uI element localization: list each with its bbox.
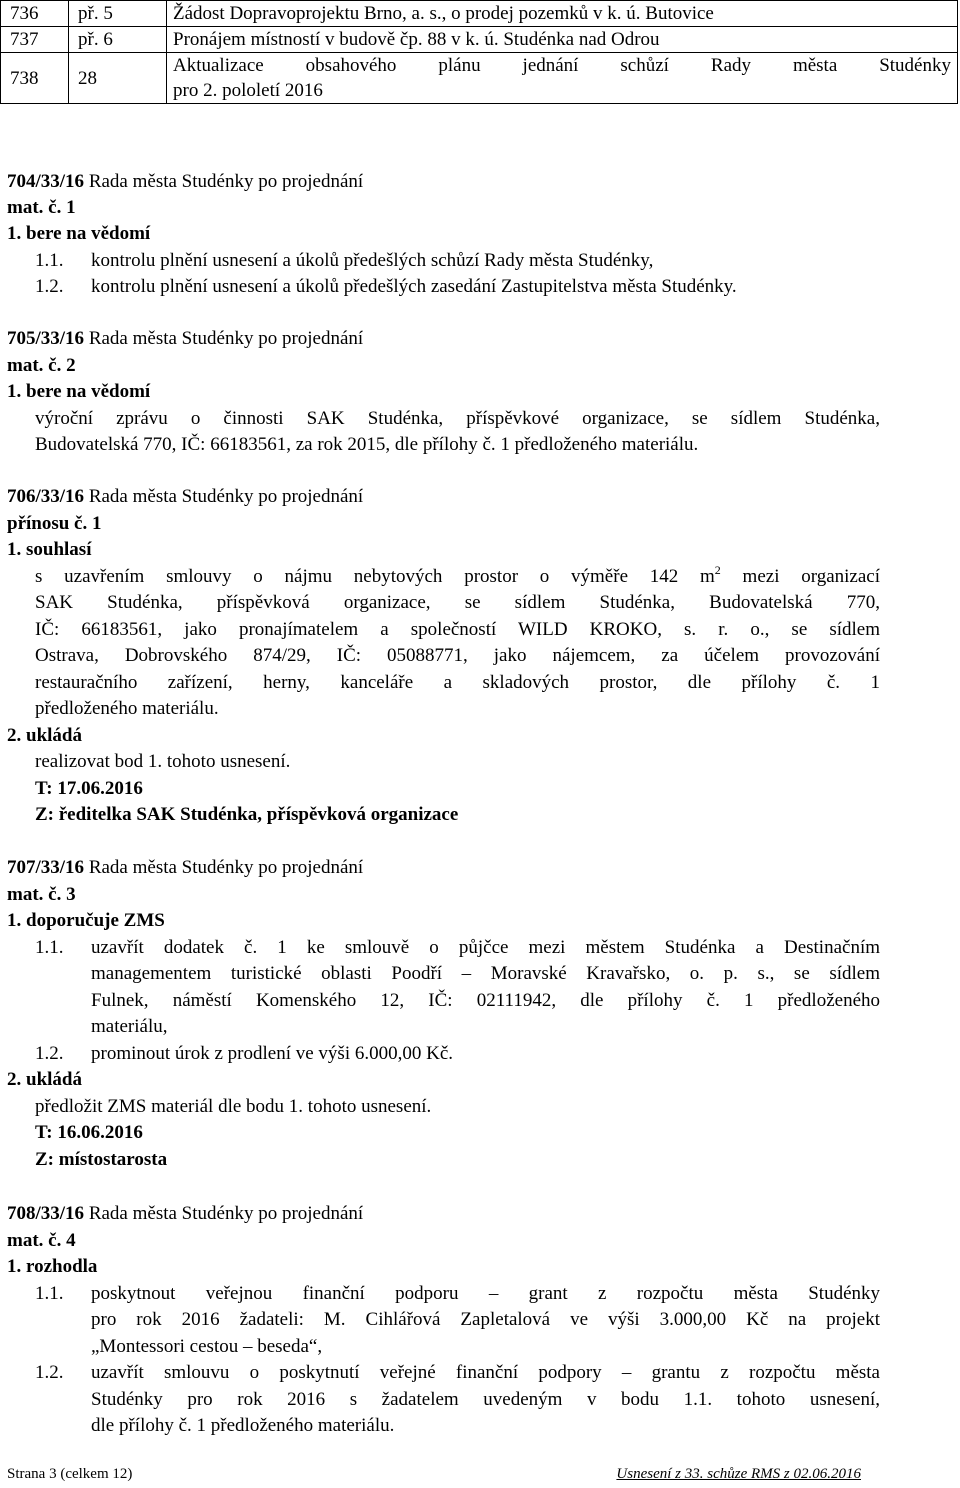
table-row (1, 53, 958, 104)
item-text: Studénky pro rok 2016 s žadatelem uvedeným v bodu 1.1. tohoto usnesení, (91, 1389, 880, 1410)
resolution-heading-705 (7, 327, 363, 351)
point-heading: 2. ukládá (7, 725, 82, 746)
paragraph-line: Budovatelská 770, IČ: 66183561, za rok 2015, dle přílohy č. 1 předloženého materiálu. (35, 434, 699, 455)
point-heading: 1. bere na vědomí (7, 381, 151, 402)
point-heading: 1. doporučuje ZMS (7, 910, 165, 931)
agenda-title-line: Aktualizace obsahového plánu jednání schůzí Rady města Studénky (173, 55, 951, 76)
point-heading: 1. souhlasí (7, 539, 92, 560)
paragraph-line: předloženého materiálu. (35, 698, 219, 719)
resolution-heading-text: Rada města Studénky po projednání (88, 328, 364, 349)
deadline: T: 16.06.2016 (35, 1122, 143, 1143)
item-number: 1.2. (35, 276, 64, 297)
agenda-number: 737 (1, 27, 69, 53)
item-text: poskytnout veřejnou finanční podporu – grant z rozpočtu města Studénky (91, 1283, 880, 1304)
item-number: 1.1. (35, 937, 64, 958)
item-text: dle přílohy č. 1 předloženého materiálu. (91, 1415, 395, 1436)
resolution-number: 708/33/16 (7, 1203, 85, 1224)
item-text: materiálu, (91, 1016, 168, 1037)
item-text: kontrolu plnění usnesení a úkolů předešlých schůzí Rady města Studénky, (91, 250, 654, 271)
point-heading: 2. ukládá (7, 1069, 82, 1090)
resolution-heading-707 (7, 856, 363, 880)
task-text: předložit ZMS materiál dle bodu 1. tohoto usnesení. (35, 1096, 432, 1117)
item-text: „Montessori cestou – beseda“, (91, 1336, 323, 1357)
item-number: 1.2. (35, 1043, 64, 1064)
paragraph-text: s uzavřením smlouvy o nájmu nebytových prostor o výměře 142 m (35, 566, 715, 587)
paragraph-line (35, 565, 880, 589)
resolution-heading-text: Rada města Studénky po projednání (88, 486, 364, 507)
resolution-heading-708 (7, 1202, 363, 1226)
resolution-heading-706 (7, 485, 363, 509)
item-number: 1.2. (35, 1362, 64, 1383)
paragraph-line: výroční zprávu o činnosti SAK Studénka, příspěvkové organizace, se sídlem Studénka, (35, 408, 880, 429)
resolution-heading-text: Rada města Studénky po projednání (88, 857, 364, 878)
agenda-title-line: pro 2. pololetí 2016 (173, 80, 323, 101)
paragraph-line: Ostrava, Dobrovského 874/29, IČ: 05088771, jako nájemcem, za účelem provozování (35, 645, 880, 666)
resolution-heading-text: Rada města Studénky po projednání (88, 171, 364, 192)
paragraph-line: IČ: 66183561, jako pronajímatelem a společností WILD KROKO, s. r. o., se sídlem (35, 619, 880, 640)
page-footer-right: Usnesení z 33. schůze RMS z 02.06.2016 (616, 1466, 861, 1482)
paragraph-line: restauračního zařízení, herny, kanceláře a skladových prostor, dle přílohy č. 1 (35, 672, 880, 693)
agenda-number: 738 (1, 53, 69, 104)
material-ref: mat. č. 4 (7, 1230, 76, 1251)
paragraph-line: SAK Studénka, příspěvková organizace, se sídlem Studénka, Budovatelská 770, (35, 592, 880, 613)
agenda-ref: př. 6 (69, 27, 167, 53)
material-ref: mat. č. 2 (7, 355, 76, 376)
item-text: kontrolu plnění usnesení a úkolů předešlých zasedání Zastupitelstva města Studénky. (91, 276, 737, 297)
item-text: uzavřít dodatek č. 1 ke smlouvě o půjčce mezi městem Studénka a Destinačním (91, 937, 880, 958)
agenda-title: Pronájem místností v budově čp. 88 v k. ú. Studénka nad Odrou (167, 27, 958, 53)
point-heading: 1. bere na vědomí (7, 223, 151, 244)
superscript: 2 (714, 563, 721, 577)
item-text: uzavřít smlouvu o poskytnutí veřejné finanční podpory – grantu z rozpočtu města (91, 1362, 880, 1383)
resolution-number: 704/33/16 (7, 171, 85, 192)
responsible: Z: místostarosta (35, 1149, 168, 1170)
item-text: Fulnek, náměstí Komenského 12, IČ: 02111942, dle přílohy č. 1 předloženého (91, 990, 880, 1011)
item-text: pro rok 2016 žadateli: M. Cihlářová Zapletalová ve výši 3.000,00 Kč na projekt (91, 1309, 880, 1330)
resolution-heading-text: Rada města Studénky po projednání (88, 1203, 364, 1224)
resolution-number: 706/33/16 (7, 486, 85, 507)
item-text: prominout úrok z prodlení ve výši 6.000,00 Kč. (91, 1043, 454, 1064)
agenda-table (0, 0, 958, 104)
item-number: 1.1. (35, 1283, 64, 1304)
page-footer-left: Strana 3 (celkem 12) (7, 1466, 133, 1482)
material-ref: přínosu č. 1 (7, 513, 102, 534)
material-ref: mat. č. 1 (7, 197, 76, 218)
material-ref: mat. č. 3 (7, 884, 76, 905)
resolution-number: 707/33/16 (7, 857, 85, 878)
agenda-number: 736 (1, 1, 69, 27)
resolution-number: 705/33/16 (7, 328, 85, 349)
table-row (1, 1, 958, 27)
agenda-title (167, 53, 958, 104)
deadline: T: 17.06.2016 (35, 778, 143, 799)
agenda-title: Žádost Dopravoprojektu Brno, a. s., o prodej pozemků v k. ú. Butovice (167, 1, 958, 27)
responsible: Z: ředitelka SAK Studénka, příspěvková organizace (35, 804, 459, 825)
item-number: 1.1. (35, 250, 64, 271)
point-heading: 1. rozhodla (7, 1256, 98, 1277)
task-text: realizovat bod 1. tohoto usnesení. (35, 751, 291, 772)
resolution-heading-704 (7, 170, 363, 194)
paragraph-text: mezi organizací (720, 566, 881, 587)
agenda-ref: př. 5 (69, 1, 167, 27)
item-text: managementem turistické oblasti Poodří – Moravské Kravařsko, o. p. s., se sídlem (91, 963, 880, 984)
agenda-ref: 28 (69, 53, 167, 104)
table-row (1, 27, 958, 53)
